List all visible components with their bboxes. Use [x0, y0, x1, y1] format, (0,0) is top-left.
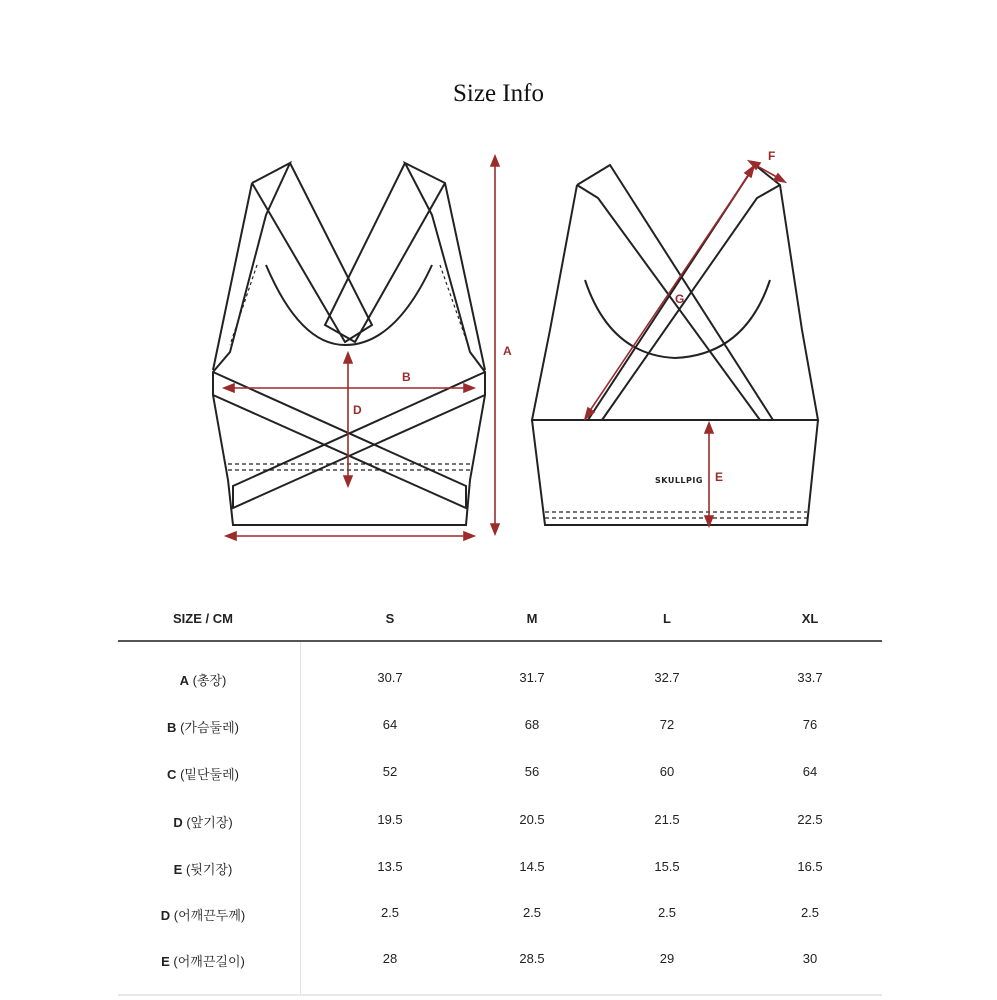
- label-a: A: [503, 344, 512, 358]
- header-s: S: [385, 611, 395, 626]
- header-l: L: [663, 611, 671, 626]
- table-bottom-rule: [118, 994, 882, 996]
- page-title: Size Info: [453, 80, 544, 107]
- table-row: [118, 812, 882, 836]
- row-name: (어깨끈길이): [173, 954, 245, 969]
- label-g: G: [675, 292, 685, 306]
- label-f: F: [768, 149, 776, 163]
- row-key: E: [173, 862, 183, 877]
- table-header: [118, 600, 882, 642]
- label-e: E: [715, 470, 724, 484]
- value-cell: 56: [524, 764, 540, 779]
- value-cell: 29: [659, 951, 675, 966]
- value-cell: 2.5: [657, 905, 677, 920]
- value-cell: 64: [802, 764, 818, 779]
- label-d: D: [353, 403, 362, 417]
- value-cell: 22.5: [797, 812, 823, 827]
- value-cell: 19.5: [377, 812, 403, 827]
- row-name: (뒷기장): [185, 862, 233, 877]
- value-cell: 31.7: [519, 670, 545, 685]
- value-cell: 30.7: [377, 670, 403, 685]
- value-cell: 32.7: [654, 670, 680, 685]
- value-cell: 76: [802, 717, 818, 732]
- brand-logo: SKULLPIG: [655, 476, 703, 485]
- row-key: A: [179, 673, 189, 688]
- header-m: M: [526, 611, 538, 626]
- row-label: [138, 859, 268, 878]
- row-name: (어깨끈두께): [173, 908, 246, 923]
- row-label: [138, 764, 268, 783]
- table-row: [118, 859, 882, 883]
- value-cell: 64: [382, 717, 398, 732]
- row-name: (밑단둘레): [180, 767, 239, 782]
- row-name: (총장): [192, 673, 227, 688]
- value-cell: 28: [382, 951, 398, 966]
- value-cell: 21.5: [654, 812, 680, 827]
- table-row: [118, 764, 882, 788]
- value-cell: 72: [659, 717, 675, 732]
- value-cell: 15.5: [654, 859, 680, 874]
- table-row: [118, 951, 882, 975]
- row-label: [138, 951, 268, 970]
- header-xl: XL: [801, 611, 819, 626]
- value-cell: 30: [802, 951, 818, 966]
- row-label: [138, 670, 268, 689]
- header-size-cm: SIZE / CM: [173, 611, 233, 626]
- value-cell: 20.5: [519, 812, 545, 827]
- table-row: [118, 905, 882, 929]
- table-row: [118, 717, 882, 741]
- row-key: D: [160, 908, 171, 923]
- row-key: D: [173, 815, 183, 830]
- value-cell: 60: [659, 764, 675, 779]
- front-view-drawing: [213, 163, 485, 525]
- value-cell: 2.5: [380, 905, 400, 920]
- back-view-drawing: [532, 165, 818, 525]
- label-b: B: [402, 370, 411, 384]
- row-name: (앞기장): [186, 815, 233, 830]
- value-cell: 52: [382, 764, 398, 779]
- value-cell: 28.5: [519, 951, 545, 966]
- value-cell: 33.7: [797, 670, 823, 685]
- table-row: [118, 670, 882, 694]
- row-name: (가슴둘레): [180, 720, 239, 735]
- row-label: [138, 812, 268, 831]
- row-key: C: [167, 767, 177, 782]
- value-cell: 2.5: [800, 905, 820, 920]
- value-cell: 13.5: [377, 859, 403, 874]
- row-label: [138, 905, 268, 924]
- row-label: [138, 717, 268, 736]
- row-key: E: [161, 954, 170, 969]
- value-cell: 16.5: [797, 859, 823, 874]
- row-key: B: [167, 720, 177, 735]
- value-cell: 14.5: [519, 859, 545, 874]
- value-cell: 68: [524, 717, 540, 732]
- value-cell: 2.5: [522, 905, 542, 920]
- back-measure-lines: [585, 161, 785, 526]
